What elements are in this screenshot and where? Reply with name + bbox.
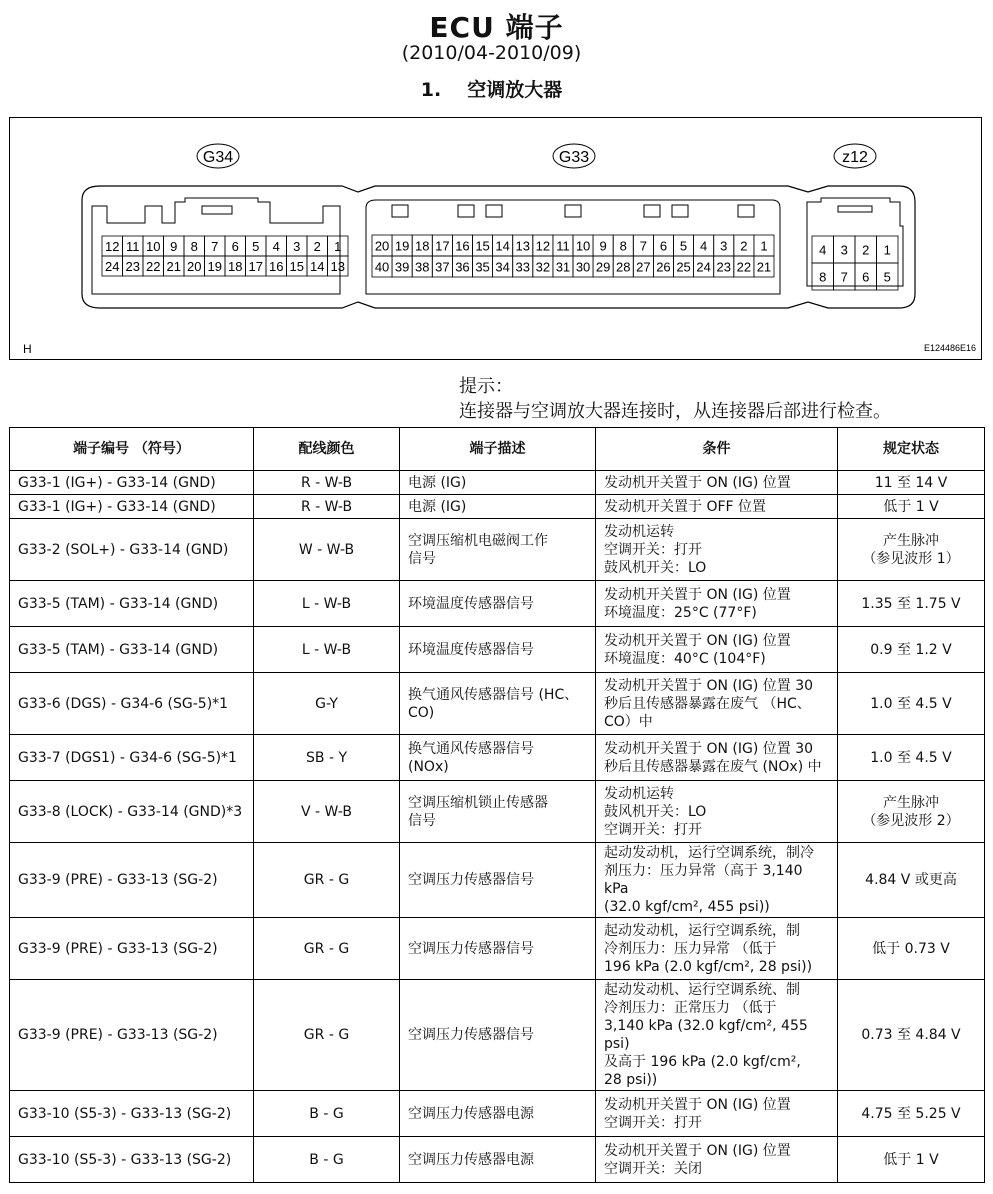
pin-number: 5	[883, 269, 891, 285]
pin-number: 15	[289, 259, 304, 274]
pin-number: 39	[394, 259, 410, 275]
pin-number: 1	[760, 238, 768, 254]
cell-color: R - W-B	[254, 471, 400, 495]
table-row	[10, 980, 985, 1091]
cell-spec: 11 至 14 V	[838, 471, 985, 495]
page-title: ECU 端子	[429, 11, 564, 44]
pin-number: 9	[599, 238, 607, 254]
pin-number: 30	[575, 259, 591, 275]
cell-cond: 发动机开关置于 OFF 位置	[596, 495, 838, 519]
pin-number: 8	[819, 269, 827, 285]
pin-number: 2	[313, 239, 321, 254]
cell-cond: 发动机开关置于 ON (IG) 位置	[596, 471, 838, 495]
g34-latch	[202, 206, 232, 214]
cell-color: B - G	[254, 1091, 400, 1137]
pin-number: 20	[374, 238, 390, 254]
pin-number: 31	[555, 259, 571, 275]
table-row	[10, 1091, 985, 1137]
pin-number: 26	[656, 259, 671, 275]
pin-number: 21	[166, 259, 181, 274]
cell-spec: 低于 1 V	[838, 1137, 985, 1183]
table-row	[10, 581, 985, 627]
pin-grids	[102, 235, 898, 290]
cell-color: GR - G	[254, 918, 400, 980]
date-range: (2010/04-2010/09)	[401, 42, 582, 64]
pin-number: 14	[310, 259, 325, 274]
pin-number: 7	[211, 239, 219, 254]
table-row	[10, 673, 985, 735]
cell-desc: 空调压力传感器信号	[400, 980, 596, 1091]
table-row	[10, 519, 985, 581]
cell-cond: 发动机开关置于 ON (IG) 位置 环境温度：25°C (77°F)	[596, 581, 838, 627]
cell-terminal: G33-9 (PRE) - G33-13 (SG-2)	[10, 918, 254, 980]
pin-number: 8	[619, 238, 627, 254]
pin-number: 13	[515, 238, 530, 254]
pin-number: 20	[187, 259, 202, 274]
cell-spec: 产生脉冲 （参见波形 1）	[838, 519, 985, 581]
cell-spec: 低于 1 V	[838, 495, 985, 519]
pin-number: 2	[862, 242, 870, 258]
pin-number: 7	[840, 269, 848, 285]
col-header-terminal: 端子编号 （符号）	[10, 428, 254, 471]
pin-number: 34	[495, 259, 510, 275]
cell-color: R - W-B	[254, 495, 400, 519]
cell-cond: 发动机开关置于 ON (IG) 位置 30 秒后且传感器暴露在废气 (NOx) 中	[596, 735, 838, 781]
hint-note	[459, 374, 891, 424]
pin-number: 4	[272, 239, 280, 254]
cell-terminal: G33-9 (PRE) - G33-13 (SG-2)	[10, 980, 254, 1091]
cell-terminal: G33-1 (IG+) - G33-14 (GND)	[10, 495, 254, 519]
pin-number: 36	[455, 259, 470, 275]
g33-id: G33	[558, 149, 590, 166]
cell-cond: 起动发动机、运行空调系统、制 冷剂压力：正常压力 （低于 3,140 kPa (32.0 kgf/cm², 455 psi) 及高于 196 kPa (2.0 kgf/cm², 28 psi))	[596, 980, 838, 1091]
table-row	[10, 843, 985, 918]
cell-desc: 空调压缩机电磁阀工作 信号	[400, 519, 596, 581]
cell-color: V - W-B	[254, 781, 400, 843]
pin-number: 18	[415, 238, 430, 254]
pin-number: 6	[659, 238, 668, 254]
pin-number: 32	[535, 259, 551, 275]
cell-desc: 空调压力传感器信号	[400, 918, 596, 980]
section-title: 空调放大器	[467, 79, 563, 101]
g33-keys	[392, 205, 754, 217]
pin-number: 1	[883, 242, 891, 258]
pin-number: 35	[475, 259, 490, 275]
pin-number: 40	[374, 259, 390, 275]
pin-number: 4	[819, 242, 827, 258]
section-number: 1.	[420, 79, 442, 101]
pin-number: 6	[231, 239, 239, 254]
table-row	[10, 627, 985, 673]
cell-color: L - W-B	[254, 581, 400, 627]
pin-number: 38	[415, 259, 430, 275]
pin-number: 3	[293, 239, 301, 254]
cell-desc: 换气通风传感器信号 (NOx)	[400, 735, 596, 781]
pin-number: 33	[515, 259, 530, 275]
pin-number: 12	[535, 238, 551, 254]
pin-number: 29	[595, 259, 611, 275]
cell-cond: 发动机运转 鼓风机开关：LO 空调开关：打开	[596, 781, 838, 843]
cell-terminal: G33-5 (TAM) - G33-14 (GND)	[10, 627, 254, 673]
pin-number: 12	[105, 239, 120, 254]
connector-diagram	[9, 117, 982, 360]
cell-color: G-Y	[254, 673, 400, 735]
pin-number: 18	[228, 259, 243, 274]
cell-color: GR - G	[254, 980, 400, 1091]
cell-spec: 0.73 至 4.84 V	[838, 980, 985, 1091]
pin-number: 1	[334, 239, 342, 254]
z12-id: z12	[842, 149, 868, 166]
cell-cond: 发动机开关置于 ON (IG) 位置 环境温度：40°C (104°F)	[596, 627, 838, 673]
pin-number: 10	[575, 238, 591, 254]
pin-number: 11	[556, 238, 570, 254]
cell-desc: 空调压缩机锁止传感器 信号	[400, 781, 596, 843]
z12-latch	[838, 206, 872, 212]
cell-terminal: G33-7 (DGS1) - G34-6 (SG-5)*1	[10, 735, 254, 781]
pin-number: 19	[207, 259, 222, 274]
cell-desc: 空调压力传感器信号	[400, 843, 596, 918]
table-row	[10, 918, 985, 980]
pin-number: 2	[740, 238, 748, 254]
terminal-table	[9, 427, 985, 1183]
pin-number: 5	[679, 238, 688, 254]
cell-spec: 4.84 V 或更高	[838, 843, 985, 918]
cell-terminal: G33-5 (TAM) - G33-14 (GND)	[10, 581, 254, 627]
cell-desc: 空调压力传感器电源	[400, 1137, 596, 1183]
pin-number: 23	[716, 259, 731, 275]
cell-cond: 发动机开关置于 ON (IG) 位置 空调开关：打开	[596, 1091, 838, 1137]
col-header-cond: 条件	[596, 428, 838, 471]
pin-number: 22	[736, 259, 752, 275]
table-row	[10, 495, 985, 519]
cell-color: SB - Y	[254, 735, 400, 781]
cell-spec: 低于 0.73 V	[838, 918, 985, 980]
cell-cond: 发动机开关置于 ON (IG) 位置 30 秒后且传感器暴露在废气 （HC、 CO）中	[596, 673, 838, 735]
cell-terminal: G33-9 (PRE) - G33-13 (SG-2)	[10, 843, 254, 918]
pin-number: 21	[756, 259, 772, 275]
pin-number: 8	[190, 239, 198, 254]
pin-number: 3	[840, 242, 848, 258]
pin-number: 17	[435, 238, 450, 254]
cell-terminal: G33-1 (IG+) - G33-14 (GND)	[10, 471, 254, 495]
figure-code: E124486E16	[923, 343, 976, 353]
cell-terminal: G33-8 (LOCK) - G33-14 (GND)*3	[10, 781, 254, 843]
cell-color: GR - G	[254, 843, 400, 918]
pin-number: 23	[125, 259, 140, 274]
cell-terminal: G33-10 (S5-3) - G33-13 (SG-2)	[10, 1137, 254, 1183]
cell-spec: 1.0 至 4.5 V	[838, 673, 985, 735]
table-row	[10, 781, 985, 843]
cell-cond: 发动机运转 空调开关：打开 鼓风机开关：LO	[596, 519, 838, 581]
pin-number: 9	[170, 239, 178, 254]
cell-desc: 电源 (IG)	[400, 495, 596, 519]
connector-drawing	[10, 118, 981, 359]
cell-cond: 起动发动机，运行空调系统，制冷 剂压力：压力异常（高于 3,140 kPa (32.0 kgf/cm², 455 psi))	[596, 843, 838, 918]
g34-id: G34	[202, 149, 234, 166]
pin-number: 15	[475, 238, 490, 254]
pin-number: 16	[269, 259, 284, 274]
pin-number: 3	[720, 238, 728, 254]
pin-number: 28	[616, 259, 631, 275]
cell-desc: 环境温度传感器信号	[400, 627, 596, 673]
pin-number: 24	[105, 259, 120, 274]
cell-terminal: G33-6 (DGS) - G34-6 (SG-5)*1	[10, 673, 254, 735]
cell-desc: 空调压力传感器电源	[400, 1091, 596, 1137]
cell-spec: 0.9 至 1.2 V	[838, 627, 985, 673]
hint-title: 提示：	[459, 376, 513, 397]
table-header-row	[10, 428, 985, 471]
cell-spec: 1.35 至 1.75 V	[838, 581, 985, 627]
pin-number: 37	[435, 259, 450, 275]
pin-number: 27	[636, 259, 651, 275]
table-row	[10, 1137, 985, 1183]
hint-text: 连接器与空调放大器连接时，从连接器后部进行检查。	[459, 401, 891, 422]
cell-desc: 换气通风传感器信号 (HC、 CO)	[400, 673, 596, 735]
cell-desc: 环境温度传感器信号	[400, 581, 596, 627]
pin-number: 14	[495, 238, 510, 254]
table-row	[10, 735, 985, 781]
pin-number: 11	[126, 239, 140, 254]
pin-number: 5	[252, 239, 260, 254]
cell-spec: 4.75 至 5.25 V	[838, 1091, 985, 1137]
pin-number: 22	[146, 259, 161, 274]
cell-color: W - W-B	[254, 519, 400, 581]
cell-desc: 电源 (IG)	[400, 471, 596, 495]
pin-number: 16	[455, 238, 470, 254]
col-header-spec: 规定状态	[838, 428, 985, 471]
pin-number: 6	[862, 269, 870, 285]
pin-number: 25	[676, 259, 691, 275]
pin-number: 10	[146, 239, 161, 254]
cell-color: B - G	[254, 1137, 400, 1183]
pin-number: 4	[700, 238, 708, 254]
pin-number: 24	[696, 259, 711, 275]
section-heading	[0, 75, 988, 102]
cell-terminal: G33-2 (SOL+) - G33-14 (GND)	[10, 519, 254, 581]
cell-cond: 起动发动机，运行空调系统，制 冷剂压力：压力异常 （低于 196 kPa (2.0 kgf/cm², 28 psi))	[596, 918, 838, 980]
table-row	[10, 471, 985, 495]
cell-cond: 发动机开关置于 ON (IG) 位置 空调开关：关闭	[596, 1137, 838, 1183]
pin-number: 19	[394, 238, 410, 254]
col-header-color: 配线颜色	[254, 428, 400, 471]
pin-number: 13	[330, 259, 345, 274]
col-header-desc: 端子描述	[400, 428, 596, 471]
pin-number: 7	[639, 238, 647, 254]
cell-color: L - W-B	[254, 627, 400, 673]
corner-label: H	[23, 342, 32, 356]
pin-number: 17	[248, 259, 263, 274]
cell-spec: 1.0 至 4.5 V	[838, 735, 985, 781]
cell-spec: 产生脉冲 （参见波形 2）	[838, 781, 985, 843]
cell-terminal: G33-10 (S5-3) - G33-13 (SG-2)	[10, 1091, 254, 1137]
